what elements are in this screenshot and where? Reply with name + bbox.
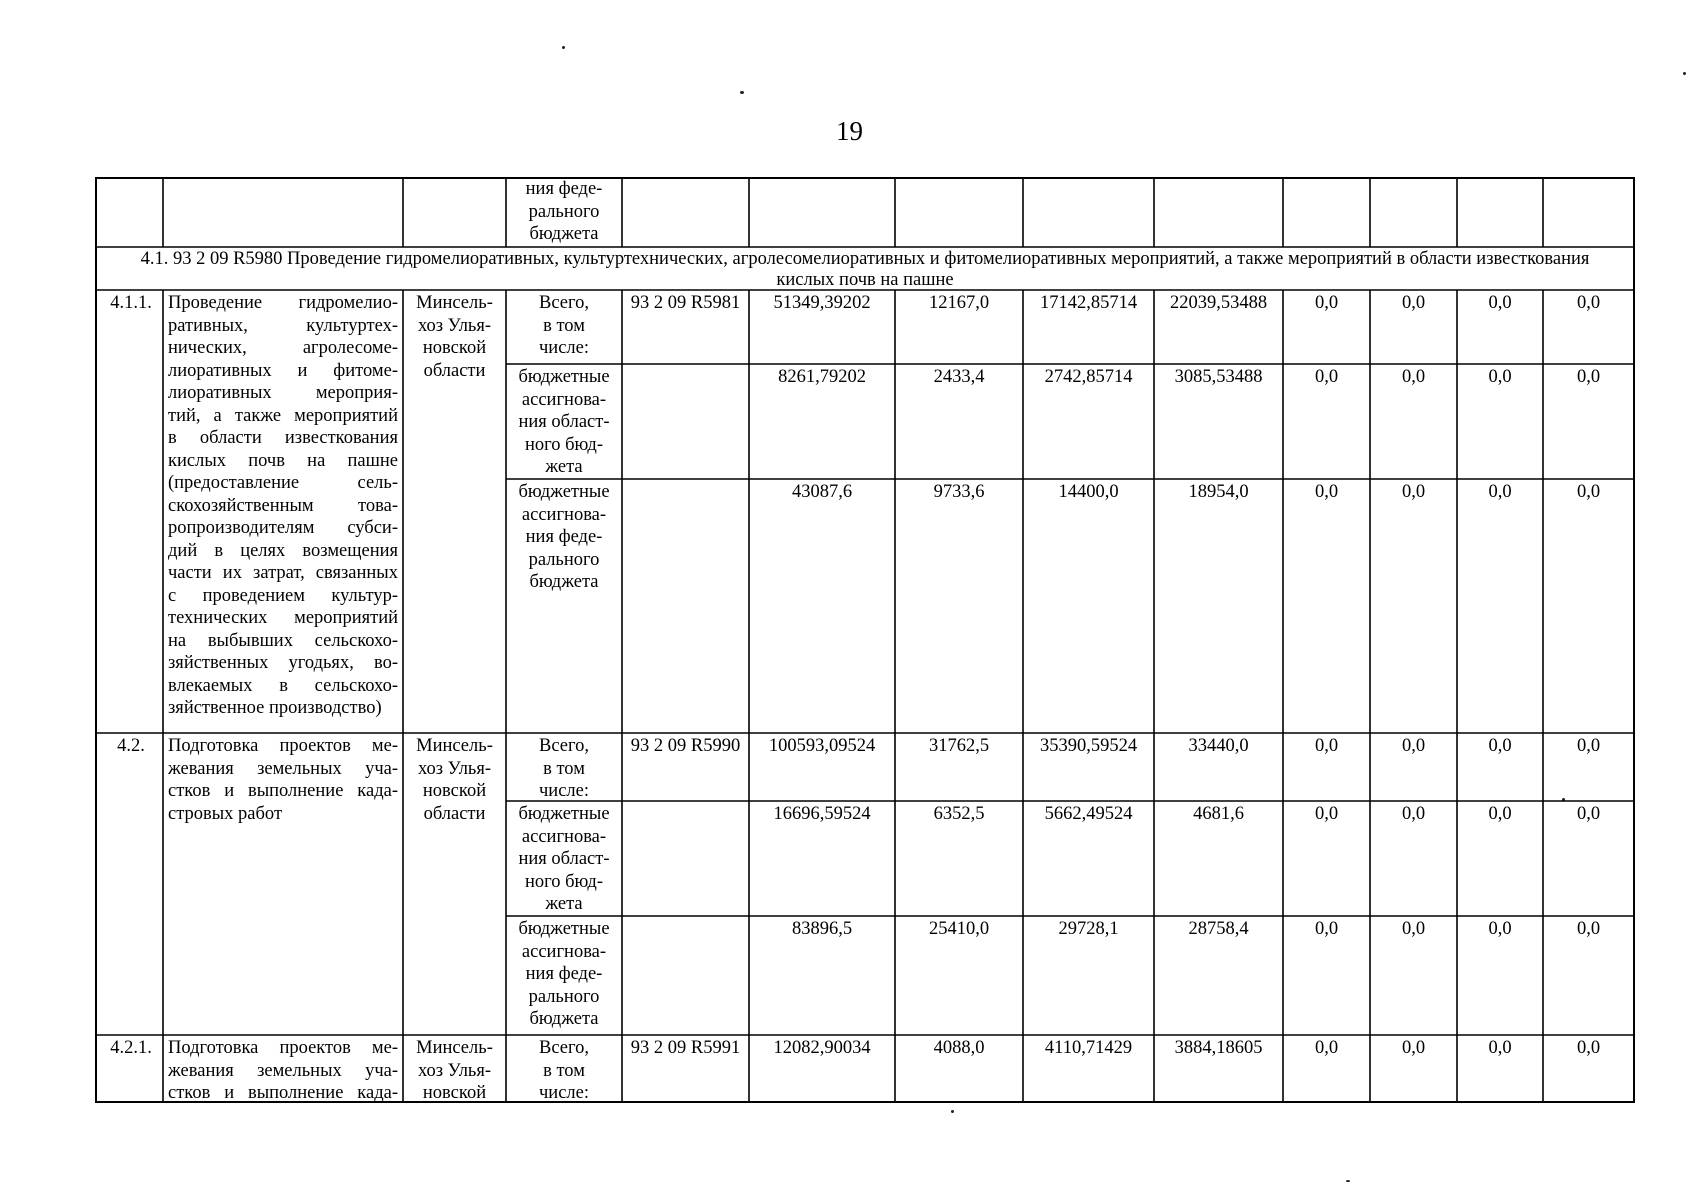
source-cell: бюджетные ассигнова- ния феде- рального бюджета [518,482,610,592]
source-cell: ния феде- рального бюджета [525,179,603,244]
row-name-line: тий, а также мероприятий [168,405,398,426]
value-cell: 100593,09524 [768,736,876,756]
value-cell: 0,0 [1576,367,1601,387]
row-name-line: жевания земельных уча- [168,1060,398,1081]
value-cell: 22039,53488 [1169,293,1268,313]
source-cell: бюджетные ассигнова- ния област- ного бюд- жета [518,804,610,914]
value-cell: 0,0 [1576,736,1601,756]
row-name-line: лиоративных мероприя- [168,383,398,403]
row-name-line: зяйственных угодьях, во- [168,653,398,673]
value-cell: 35390,59524 [1039,736,1138,756]
row-name-line: стровых работ [168,803,283,824]
value-cell: 0,0 [1576,919,1601,939]
row-name-line: ративных, культуртех- [168,315,398,336]
row-name [168,1037,398,1105]
value-cell: 0,0 [1314,367,1339,387]
value-cell: 0,0 [1314,482,1339,502]
value-cell: 0,0 [1576,1038,1601,1058]
page-number: 19 [836,116,863,146]
value-cell: 0,0 [1401,736,1426,756]
value-cell: 31762,5 [928,736,990,756]
value-cell: 4681,6 [1193,804,1244,824]
value-cell: 0,0 [1401,804,1426,824]
value-cell: 0,0 [1488,919,1512,939]
budget-code: 93 2 09 R5981 [630,293,741,313]
value-cell: 29728,1 [1058,919,1119,939]
value-cell: 28758,4 [1188,919,1249,939]
value-cell: 17142,85714 [1039,293,1138,313]
scan-speck [1562,798,1565,801]
row-number: 4.2. [117,736,145,756]
value-cell: 0,0 [1576,293,1601,313]
row-number: 4.2.1. [110,1038,152,1058]
value-cell: 0,0 [1314,1038,1339,1058]
value-cell: 0,0 [1401,367,1426,387]
source-cell: бюджетные ассигнова- ния феде- рального бюджета [518,919,610,1029]
row-name-line: на выбывших сельскохо- [168,630,398,651]
value-cell: 12167,0 [928,293,990,313]
section-header: 4.1. 93 2 09 R5980 Проведение гидромелиоративных, культуртехнических, агролесомелиоративных и фитомелиоративных мероприятий, а также мероприятий в области известкования кислых почв на пашне [140,249,1590,290]
row-name-line: части их затрат, связанных [168,563,398,583]
executor: Минсель- хоз Улья- новской области [416,736,493,824]
budget-code: 93 2 09 R5991 [630,1038,741,1058]
value-cell: 83896,5 [791,919,853,939]
executor: Минсель- хоз Улья- новской [416,1038,493,1103]
row-name-line: кислых почв на пашне [168,450,398,471]
value-cell: 0,0 [1488,482,1512,502]
value-cell: 0,0 [1314,293,1339,313]
row-name-line: жевания земельных уча- [168,758,398,779]
row-name-line: (предоставление сель- [168,473,398,493]
value-cell: 0,0 [1314,804,1339,824]
row-name-line: влекаемых в сельскохо- [168,675,398,696]
value-cell: 12082,90034 [773,1038,871,1058]
row-name-line: стков и выполнение када- [168,781,398,801]
value-cell: 51349,39202 [773,293,871,313]
value-cell: 18954,0 [1188,482,1249,502]
scan-speck [951,1110,954,1113]
row-name-line: Проведение гидромелио- [168,293,398,313]
scan-speck [740,91,744,94]
row-name-line: с проведением культур- [168,585,398,606]
row-name-line: скохозяйственным това- [168,495,398,516]
value-cell: 3085,53488 [1174,367,1263,387]
row-name [168,735,398,825]
row-name-line: Подготовка проектов ме- [168,736,398,756]
value-cell: 16696,59524 [773,804,871,824]
value-cell: 25410,0 [928,919,990,939]
value-cell: 0,0 [1576,804,1601,824]
value-cell: 2742,85714 [1044,367,1133,387]
source-cell: бюджетные ассигнова- ния област- ного бюд- жета [518,367,610,477]
row-name-line: в области известкования [168,428,398,448]
value-cell: 0,0 [1576,482,1601,502]
row-name-line: лиоративных и фитоме- [168,360,398,381]
executor: Минсель- хоз Улья- новской области [416,293,493,381]
row-name-line: нических, агролесоме- [168,338,398,358]
value-cell: 0,0 [1488,1038,1512,1058]
value-cell: 0,0 [1401,1038,1426,1058]
value-cell: 0,0 [1401,482,1426,502]
value-cell: 3884,18605 [1174,1038,1263,1058]
value-cell: 0,0 [1488,293,1512,313]
row-number: 4.1.1. [110,293,152,313]
row-name [168,292,398,720]
source-cell: Всего, в том числе: [539,1038,589,1103]
value-cell: 0,0 [1401,919,1426,939]
value-cell: 33440,0 [1188,736,1249,756]
scan-speck [1346,1180,1350,1182]
source-cell: Всего, в том числе: [539,293,589,358]
value-cell: 43087,6 [791,482,853,502]
value-cell: 0,0 [1314,919,1339,939]
value-cell: 0,0 [1314,736,1339,756]
value-cell: 6352,5 [933,804,985,824]
row-name-line: стков и выполнение када- [168,1083,398,1103]
value-cell: 14400,0 [1058,482,1119,502]
row-name-line: Подготовка проектов ме- [168,1038,398,1058]
source-cell: Всего, в том числе: [539,736,589,801]
value-cell: 2433,4 [933,367,985,387]
value-cell: 9733,6 [933,482,985,502]
row-name-line: технических мероприятий [168,608,398,628]
scan-speck [562,46,565,49]
value-cell: 4110,71429 [1044,1038,1133,1058]
value-cell: 5662,49524 [1044,804,1133,824]
value-cell: 0,0 [1488,736,1512,756]
value-cell: 0,0 [1401,293,1426,313]
value-cell: 4088,0 [933,1038,985,1058]
value-cell: 8261,79202 [778,367,866,387]
row-name-line: ропроизводителям субси- [168,518,398,538]
budget-code: 93 2 09 R5990 [630,736,741,756]
scan-speck [1683,72,1686,75]
row-name-line: зяйственное производство) [168,698,382,718]
row-name-line: дий в целях возмещения [168,540,398,561]
value-cell: 0,0 [1488,804,1512,824]
value-cell: 0,0 [1488,367,1512,387]
